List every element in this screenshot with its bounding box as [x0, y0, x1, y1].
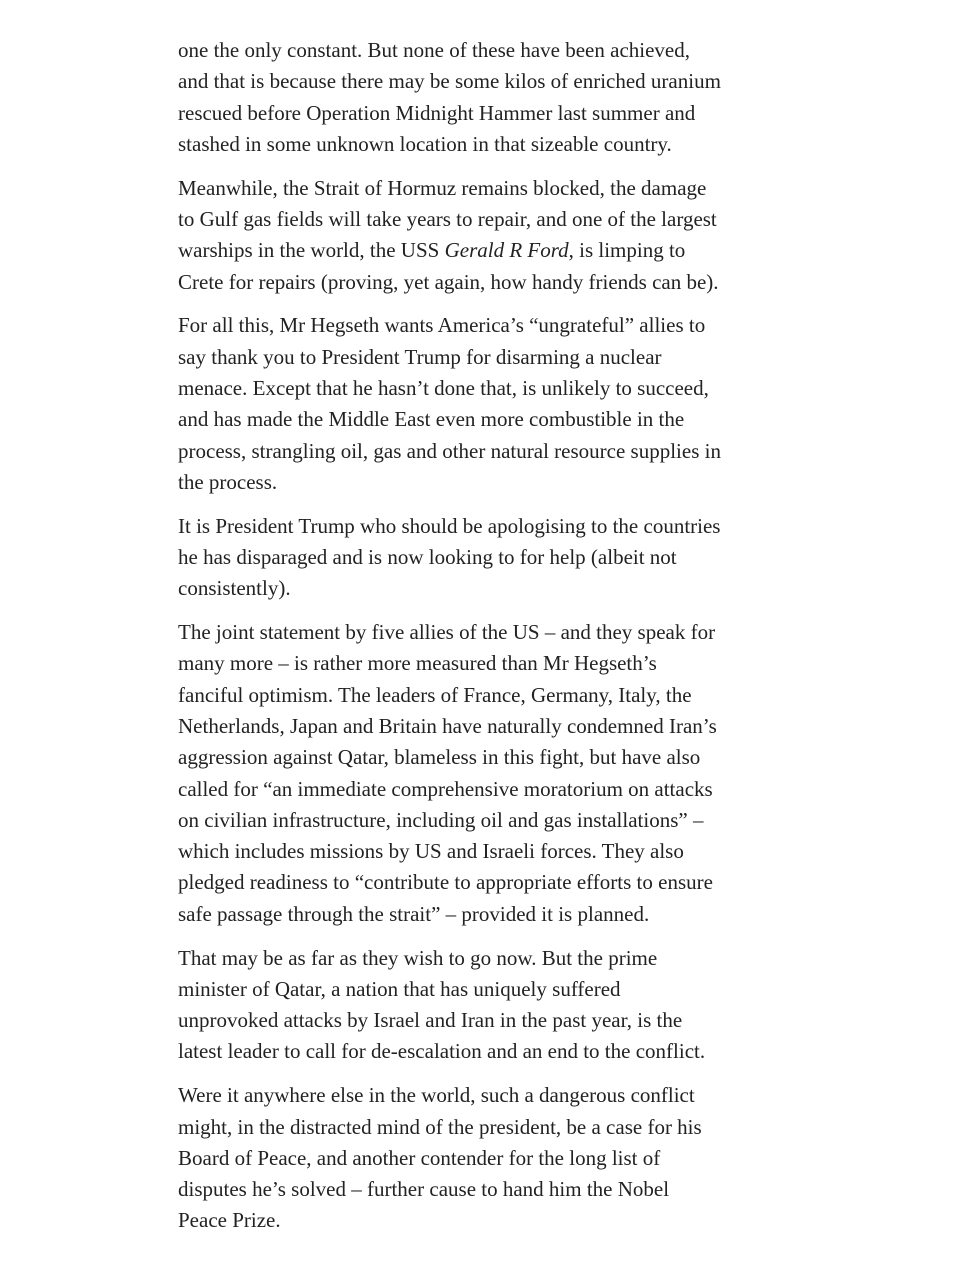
- paragraph-text: Meanwhile, the Strait of Hormuz remains blocked, the damage to Gulf gas fields will take years to repair, and one of the largest warships in the world, the USS: [178, 175, 717, 263]
- article-paragraph: For all this, Mr Hegseth wants America’s “ungrateful” allies to say thank you to President Trump for disarming a nuclear menace. Except that he hasn’t done that, is unlikely to succeed, and has made the Middle East even more combustible in the process, strangling oil, gas and other natural resource supplies in the process.: [178, 313, 721, 494]
- article-paragraph: Were it anywhere else in the world, such a dangerous conflict might, in the distracted mind of the president, be a case for his Board of Peace, and another contender for the long list of disputes he’s solved – further cause to hand him the Nobel Peace Prize.: [178, 1083, 702, 1233]
- article-paragraph: It is President Trump who should be apologising to the countries he has disparaged and is now looking to for help (albeit not consistently).: [178, 513, 721, 601]
- ship-name: Gerald R Ford: [444, 238, 569, 263]
- article-paragraph: The joint statement by five allies of the US – and they speak for many more – is rather more measured than Mr Hegseth’s fanciful optimism. The leaders of France, Germany, Italy, the Netherlands, Japan and Britain have naturally condemned Iran’s aggression against Qatar, blameless in this fight, but have also called for “an immediate comprehensive moratorium on attacks on civilian infrastructure, including oil and gas installations” – which includes missions by US and Israeli forces. They also pledged readiness to “contribute to appropriate efforts to ensure safe passage through the strait” – provided it is planned.: [178, 620, 717, 926]
- article-paragraph: [178, 173, 788, 298]
- article-paragraph: That may be as far as they wish to go now. But the prime minister of Qatar, a nation that has uniquely suffered unprovoked attacks by Israel and Iran in the past year, is the latest leader to call for de-escalation and an end to the conflict.: [178, 945, 706, 1064]
- article-body: [178, 35, 788, 1249]
- article-paragraph: one the only constant. But none of these have been achieved, and that is because there may be some kilos of enriched uranium rescued before Operation Midnight Hammer last summer and stashed in some unknown location in that sizeable country.: [178, 38, 721, 156]
- paragraph-text: , is limping to Crete for repairs (proving, yet again, how handy friends can be).: [178, 238, 719, 294]
